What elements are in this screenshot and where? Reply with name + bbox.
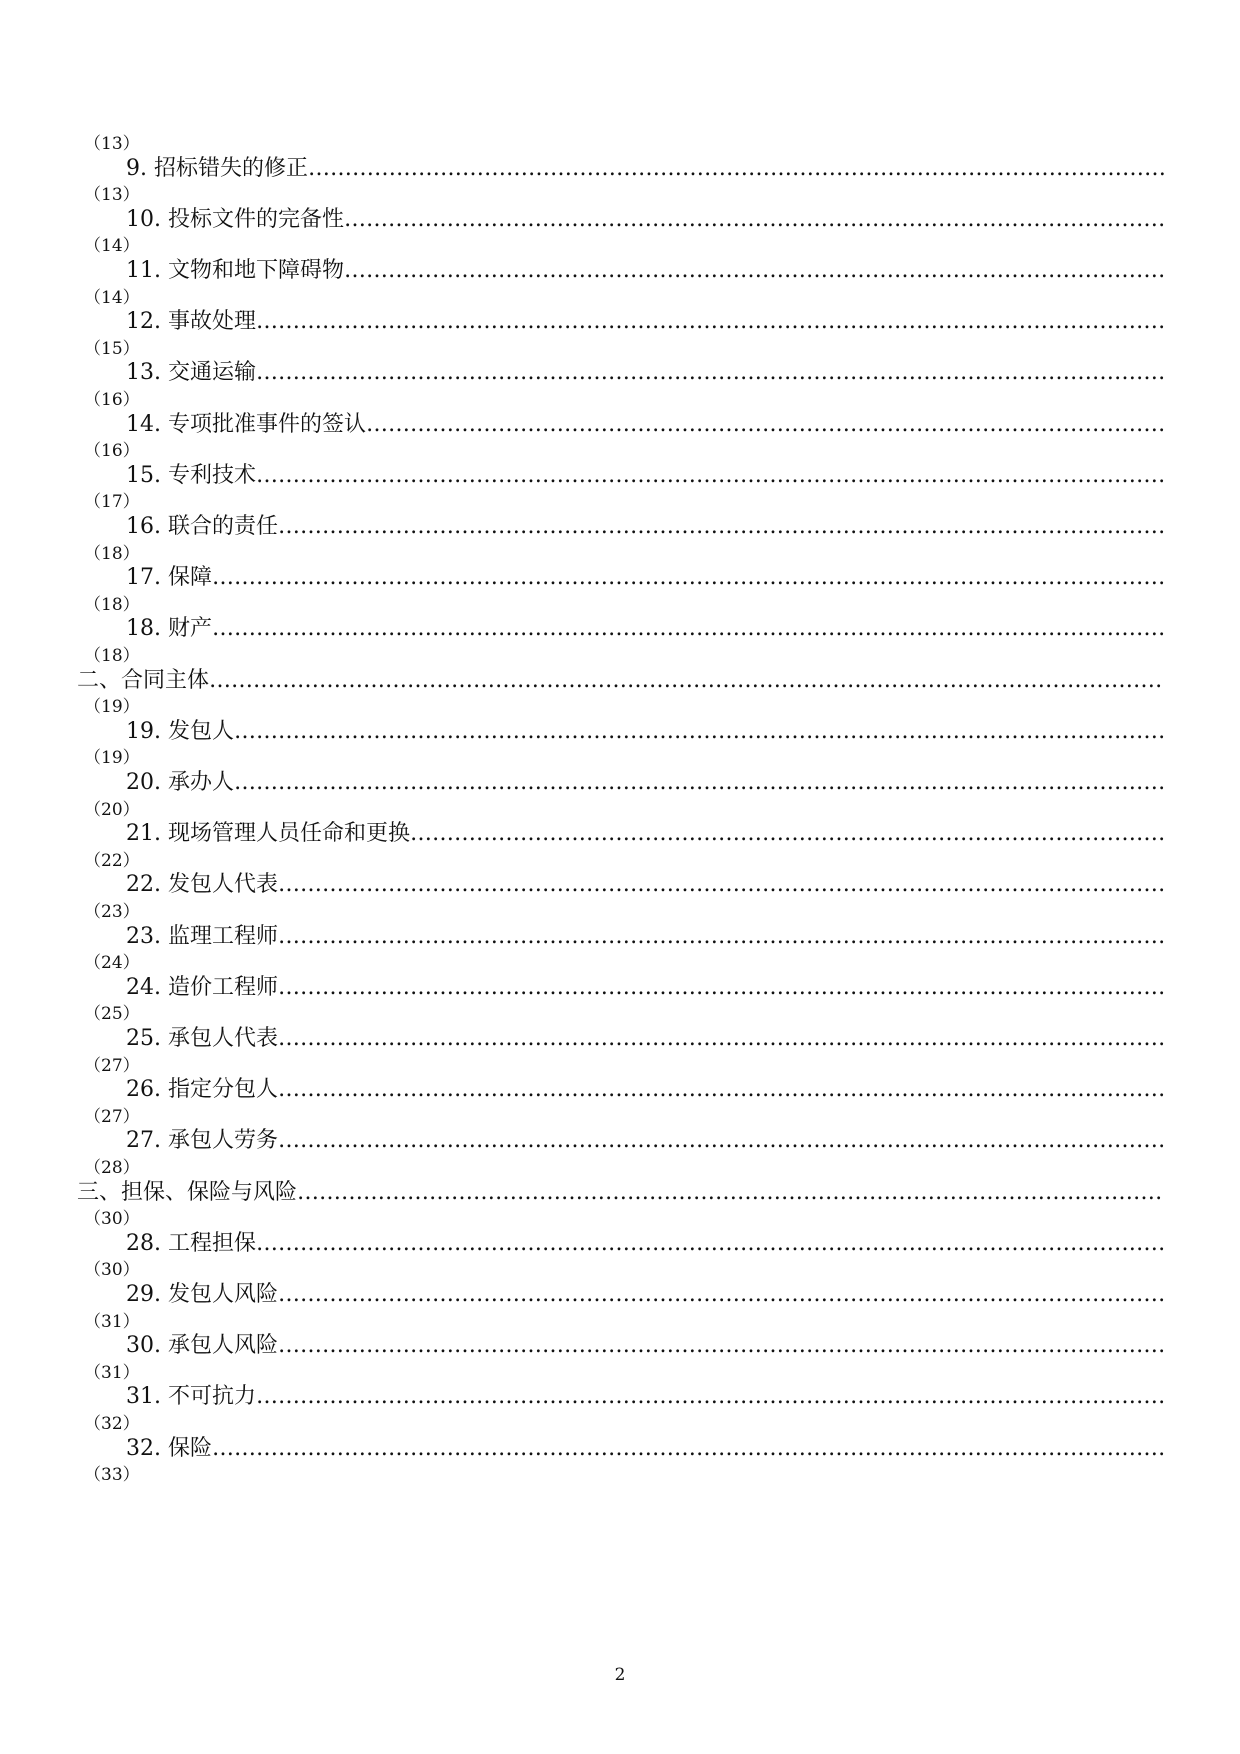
dot-leader xyxy=(278,1331,1164,1361)
dot-leader xyxy=(256,1229,1164,1259)
toc-entry[interactable] xyxy=(126,1024,1164,1054)
toc-page-reference: （23） xyxy=(84,902,140,922)
toc-entry[interactable] xyxy=(126,1331,1164,1361)
toc-page-reference: （32） xyxy=(84,1414,140,1434)
toc-entry-title: 20. 承办人 xyxy=(126,770,234,795)
toc-entry-title: 14. 专项批准事件的签认 xyxy=(126,412,366,437)
toc-entry[interactable] xyxy=(126,256,1164,286)
dot-leader xyxy=(410,819,1164,849)
toc-page-reference: （30） xyxy=(84,1209,140,1229)
toc-page-reference: （31） xyxy=(84,1363,140,1383)
toc-entry[interactable] xyxy=(126,307,1164,337)
toc-page-reference: （31） xyxy=(84,1312,140,1332)
toc-page-reference: （19） xyxy=(84,697,140,717)
dot-leader xyxy=(256,358,1164,388)
toc-page-reference: （24） xyxy=(84,953,140,973)
toc-entry-title: 12. 事故处理 xyxy=(126,309,256,334)
toc-page-reference: （25） xyxy=(84,1004,140,1024)
toc-entry[interactable] xyxy=(126,922,1164,952)
dot-leader xyxy=(278,512,1164,542)
toc-entry[interactable] xyxy=(126,461,1164,491)
toc-entry-title: 21. 现场管理人员任命和更换 xyxy=(126,821,410,846)
dot-leader xyxy=(256,1382,1164,1412)
toc-entry-title: 31. 不可抗力 xyxy=(126,1384,256,1409)
toc-entry[interactable] xyxy=(126,819,1164,849)
toc-entry-title: 三、担保、保险与风险 xyxy=(77,1180,298,1205)
toc-entry[interactable] xyxy=(126,973,1164,1003)
toc-page-reference: （28） xyxy=(84,1158,140,1178)
toc-page-reference: （27） xyxy=(84,1107,140,1127)
dot-leader xyxy=(212,1434,1164,1464)
toc-page-reference: （17） xyxy=(84,492,140,512)
dot-leader xyxy=(344,256,1164,286)
toc-page-reference: （33） xyxy=(84,1465,140,1485)
toc-entry[interactable] xyxy=(126,1434,1164,1464)
dot-leader xyxy=(344,205,1164,235)
toc-entry-title: 30. 承包人风险 xyxy=(126,1333,278,1358)
toc-entry-title: 22. 发包人代表 xyxy=(126,872,278,897)
toc-entry-title: 11. 文物和地下障碍物 xyxy=(126,258,344,283)
toc-page-reference: （14） xyxy=(84,236,140,256)
toc-page-reference: （16） xyxy=(84,390,140,410)
toc-entry[interactable] xyxy=(126,614,1164,644)
toc-page-reference: （15） xyxy=(84,339,140,359)
toc-page-reference: （27） xyxy=(84,1056,140,1076)
toc-entry-title: 25. 承包人代表 xyxy=(126,1026,278,1051)
toc-entry[interactable] xyxy=(126,154,1164,184)
toc-entry-title: 18. 财产 xyxy=(126,616,212,641)
dot-leader xyxy=(256,461,1164,491)
dot-leader xyxy=(278,973,1164,1003)
dot-leader xyxy=(278,1280,1164,1310)
toc-page-reference: （18） xyxy=(84,595,140,615)
toc-entry[interactable] xyxy=(126,1075,1164,1105)
toc-entry[interactable] xyxy=(126,512,1164,542)
dot-leader xyxy=(212,614,1164,644)
dot-leader xyxy=(256,307,1164,337)
toc-page-reference: （30） xyxy=(84,1260,140,1280)
dot-leader xyxy=(366,410,1164,440)
dot-leader xyxy=(278,922,1164,952)
toc-entry-title: 32. 保险 xyxy=(126,1436,212,1461)
toc-entry-title: 23. 监理工程师 xyxy=(126,924,278,949)
dot-leader xyxy=(234,717,1164,747)
toc-page-reference: （20） xyxy=(84,800,140,820)
toc-page-reference: （14） xyxy=(84,288,140,308)
toc-entry[interactable] xyxy=(126,1280,1164,1310)
toc-entry[interactable] xyxy=(126,410,1164,440)
toc-entry[interactable] xyxy=(126,1229,1164,1259)
toc-entry[interactable] xyxy=(126,205,1164,235)
toc-entry-title: 13. 交通运输 xyxy=(126,360,256,385)
toc-entry-title: 二、合同主体 xyxy=(77,668,210,693)
toc-entry-title: 15. 专利技术 xyxy=(126,463,256,488)
toc-page-reference: （19） xyxy=(84,748,140,768)
dot-leader xyxy=(212,563,1164,593)
toc-section-heading[interactable] xyxy=(77,666,1164,696)
toc-entry-title: 19. 发包人 xyxy=(126,719,234,744)
dot-leader xyxy=(234,768,1164,798)
toc-entry-title: 16. 联合的责任 xyxy=(126,514,278,539)
toc-page-reference: （13） xyxy=(84,134,140,154)
toc-entry-title: 24. 造价工程师 xyxy=(126,975,278,1000)
toc-page-reference: （16） xyxy=(84,441,140,461)
page-number: 2 xyxy=(614,1665,626,1685)
toc-entry-title: 28. 工程担保 xyxy=(126,1231,256,1256)
dot-leader xyxy=(278,1126,1164,1156)
toc-entry[interactable] xyxy=(126,717,1164,747)
toc-entry-title: 27. 承包人劳务 xyxy=(126,1128,278,1153)
dot-leader xyxy=(278,870,1164,900)
toc-entry-title: 26. 指定分包人 xyxy=(126,1077,278,1102)
dot-leader xyxy=(308,154,1164,184)
toc-entry[interactable] xyxy=(126,768,1164,798)
toc-entry-title: 29. 发包人风险 xyxy=(126,1282,278,1307)
dot-leader xyxy=(297,1178,1164,1208)
toc-entry[interactable] xyxy=(126,358,1164,388)
dot-leader xyxy=(278,1075,1164,1105)
dot-leader xyxy=(209,666,1164,696)
toc-entry-title: 10. 投标文件的完备性 xyxy=(126,207,344,232)
toc-entry-title: 9. 招标错失的修正 xyxy=(126,156,308,181)
dot-leader xyxy=(278,1024,1164,1054)
toc-page-reference: （13） xyxy=(84,185,140,205)
toc-entry[interactable] xyxy=(126,1126,1164,1156)
toc-entry-title: 17. 保障 xyxy=(126,565,212,590)
toc-entry[interactable] xyxy=(126,870,1164,900)
toc-page-reference: （22） xyxy=(84,851,140,871)
toc-entry[interactable] xyxy=(126,1382,1164,1412)
toc-page-reference: （18） xyxy=(84,646,140,666)
toc-entry[interactable] xyxy=(126,563,1164,593)
toc-section-heading[interactable] xyxy=(77,1178,1164,1208)
toc-page-reference: （18） xyxy=(84,544,140,564)
